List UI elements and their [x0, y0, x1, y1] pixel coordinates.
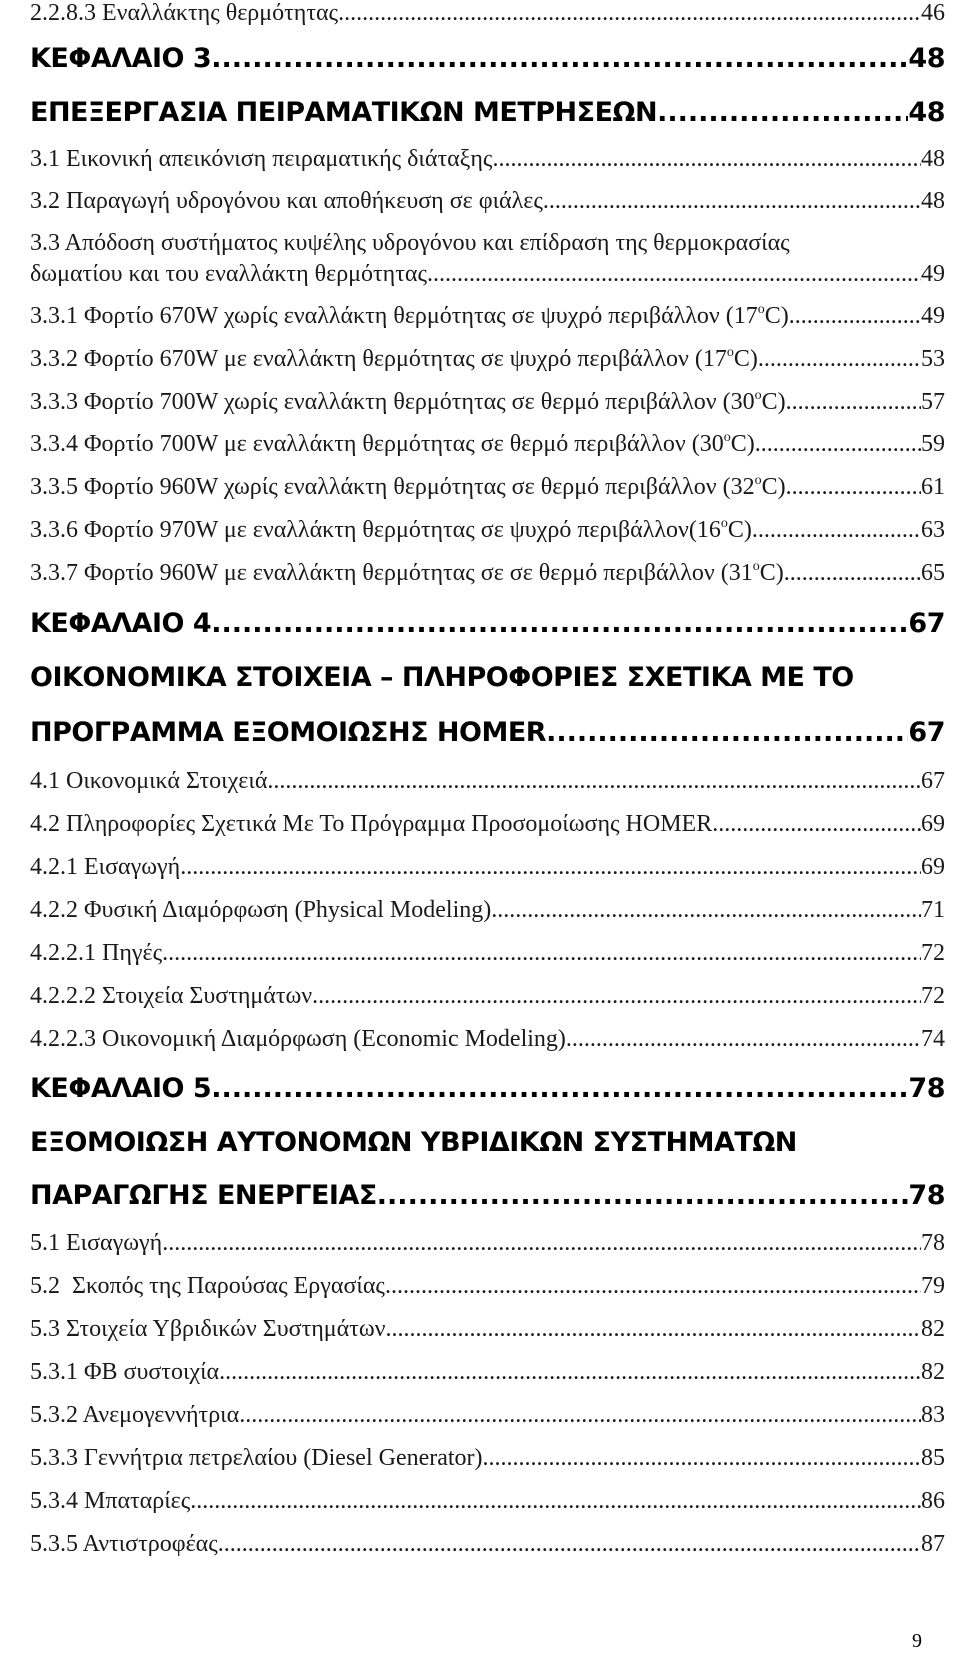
- degree-sup: ο: [754, 389, 762, 403]
- toc-entry[interactable]: [30, 1273, 945, 1300]
- toc-entry-title: 5.3.3 Γεννήτρια πετρελαίου (Diesel Generator): [30, 1445, 483, 1471]
- toc-entry-page: 83: [921, 1402, 945, 1428]
- leader-dots: [491, 897, 921, 924]
- toc-entry-title-end: C): [759, 560, 784, 586]
- leader-dots: [312, 983, 921, 1010]
- toc-entry[interactable]: [30, 188, 945, 215]
- leader-dots: [427, 261, 921, 288]
- chapter-page: 78: [908, 1073, 945, 1104]
- toc-entry-page: 67: [921, 768, 945, 794]
- toc-entry-title-end: C): [761, 474, 786, 500]
- toc-entry-page: 46: [921, 0, 945, 26]
- toc-entry-title: 3.3.1 Φορτίο 670W χωρίς εναλλάκτη θερμότητας σε ψυχρό περιβάλλον (17: [30, 303, 758, 329]
- toc-entry[interactable]: [30, 1230, 945, 1257]
- toc-entry-title: 5.3.2 Ανεμογεννήτρια: [30, 1402, 240, 1428]
- toc-entry[interactable]: [30, 389, 945, 416]
- toc-chapter-3-title[interactable]: [30, 97, 945, 128]
- toc-entry[interactable]: [30, 940, 945, 967]
- toc-entry-page: 69: [921, 811, 945, 837]
- chapter-label: ΚΕΦΑΛΑΙΟ 5: [30, 1073, 212, 1104]
- toc-entry-title: 5.3.1 ΦΒ συστοιχία: [30, 1359, 220, 1385]
- toc-entry[interactable]: [30, 261, 945, 288]
- toc-entry-title-end: C): [733, 346, 758, 372]
- toc-entry-page: 49: [921, 303, 945, 329]
- leader-dots: [784, 560, 921, 587]
- leader-dots: [492, 146, 921, 173]
- toc-entry-page: 49: [921, 261, 945, 287]
- leader-dots: [483, 1445, 921, 1472]
- toc-entry-page: 57: [921, 389, 945, 415]
- leader-dots: [546, 717, 908, 748]
- leader-dots: [657, 97, 908, 128]
- toc-entry-title: 4.1 Οικονομικά Στοιχειά: [30, 768, 268, 794]
- toc-entry[interactable]: [30, 1026, 945, 1053]
- leader-dots: [789, 303, 921, 330]
- degree-sup: ο: [754, 474, 762, 488]
- toc-entry-page: 72: [921, 940, 945, 966]
- toc-entry-title-end: C): [761, 389, 786, 415]
- leader-dots: [755, 431, 921, 458]
- leader-dots: [543, 188, 921, 215]
- toc-entry-title: 3.1 Εικονική απεικόνιση πειραματικής διάταξης: [30, 146, 493, 172]
- toc-entry[interactable]: [30, 1488, 945, 1515]
- toc-entry-page: 69: [921, 854, 945, 880]
- toc-entry-page: 72: [921, 983, 945, 1009]
- chapter-title: ΠΡΟΓΡΑΜΜΑ ΕΞΟΜΟΙΩΣΗΣ HOMER: [30, 717, 547, 748]
- toc-chapter-5-title[interactable]: [30, 1180, 945, 1211]
- toc-entry[interactable]: [30, 1531, 945, 1558]
- leader-dots: [162, 1230, 921, 1257]
- chapter-title-page: 67: [908, 717, 945, 748]
- toc-entry[interactable]: [30, 474, 945, 501]
- toc-entry[interactable]: [30, 0, 945, 27]
- toc-entry-page: 61: [921, 474, 945, 500]
- toc-entry-page: 63: [921, 517, 945, 543]
- leader-dots: [386, 1316, 922, 1343]
- toc-entry-title: 3.3.5 Φορτίο 960W χωρίς εναλλάκτη θερμότητας σε θερμό περιβάλλον (32: [30, 474, 755, 500]
- toc-entry[interactable]: [30, 346, 945, 373]
- toc-entry-title: 3.2 Παραγωγή υδρογόνου και αποθήκευση σε φιάλες: [30, 188, 543, 214]
- toc-entry-page: 53: [921, 346, 945, 372]
- toc-entry-page: 48: [921, 146, 945, 172]
- toc-entry-page: 86: [921, 1488, 945, 1514]
- toc-entry-page: 85: [921, 1445, 945, 1471]
- toc-entry-title: 4.2.2.3 Οικονομική Διαμόρφωση (Economic Modeling): [30, 1026, 566, 1052]
- leader-dots: [219, 1359, 921, 1386]
- toc-entry-title: 2.2.8.3 Εναλλάκτης θερμότητας: [30, 0, 339, 26]
- toc-entry-title: 3.3.3 Φορτίο 700W χωρίς εναλλάκτη θερμότητας σε θερμό περιβάλλον (30: [30, 389, 755, 415]
- toc-chapter-3[interactable]: [30, 43, 945, 74]
- toc-entry-title: 5.3 Στοιχεία Υβριδικών Συστημάτων: [30, 1316, 386, 1342]
- chapter-title-page: 78: [908, 1180, 945, 1211]
- degree-sup: ο: [723, 431, 731, 445]
- toc-entry[interactable]: [30, 1402, 945, 1429]
- chapter-page: 48: [908, 43, 945, 74]
- chapter-5-title-line1[interactable]: ΕΞΟΜΟΙΩΣΗ ΑΥΤΟΝΟΜΩΝ ΥΒΡΙΔΙΚΩΝ ΣΥΣΤΗΜΑΤΩΝ: [30, 1127, 797, 1158]
- toc-entry-title: δωματίου και του εναλλάκτη θερμότητας: [30, 261, 427, 287]
- leader-dots: [338, 0, 921, 27]
- toc-entry-title: 5.3.4 Μπαταρίες: [30, 1488, 191, 1514]
- leader-dots: [566, 1026, 921, 1053]
- toc-entry-title-line1[interactable]: 3.3 Απόδοση συστήματος κυψέλης υδρογόνου και επίδραση της θερμοκρασίας: [30, 230, 790, 256]
- leader-dots: [211, 43, 908, 74]
- toc-entry-title: 4.2.2 Φυσική Διαμόρφωση (Physical Modeling): [30, 897, 492, 923]
- toc-entry-page: 87: [921, 1531, 945, 1557]
- toc-entry-page: 59: [921, 431, 945, 457]
- chapter-title: ΠΑΡΑΓΩΓΗΣ ΕΝΕΡΓΕΙΑΣ: [30, 1180, 377, 1211]
- degree-sup: ο: [726, 346, 734, 360]
- toc-entry-title: 4.2 Πληροφορίες Σχετικά Με Το Πρόγραμμα Προσομοίωσης HOMER: [30, 811, 713, 837]
- leader-dots: [786, 389, 921, 416]
- toc-entry[interactable]: [30, 560, 945, 587]
- toc-entry-title-end: C): [727, 517, 752, 543]
- toc-entry[interactable]: [30, 146, 945, 173]
- page-number: 9: [912, 1630, 922, 1652]
- toc-entry-page: 79: [921, 1273, 945, 1299]
- leader-dots: [239, 1402, 921, 1429]
- leader-dots: [162, 940, 921, 967]
- leader-dots: [758, 346, 921, 373]
- toc-entry-title: 5.3.5 Αντιστροφέας: [30, 1531, 218, 1557]
- toc-chapter-4[interactable]: [30, 608, 945, 639]
- toc-entry-title-end: C): [764, 303, 789, 329]
- leader-dots: [786, 474, 921, 501]
- toc-entry[interactable]: [30, 1445, 945, 1472]
- toc-entry-title: 4.2.1 Εισαγωγή: [30, 854, 181, 880]
- toc-entry-page: 71: [921, 897, 945, 923]
- toc-entry-title-end: C): [730, 431, 755, 457]
- toc-entry-page: 74: [921, 1026, 945, 1052]
- toc-entry-title: 3.3.6 Φορτίο 970W με εναλλάκτη θερμότητας σε ψυχρό περιβάλλον(16: [30, 517, 721, 543]
- leader-dots: [267, 768, 921, 795]
- leader-dots: [218, 1531, 921, 1558]
- toc-entry-title: 5.1 Εισαγωγή: [30, 1230, 163, 1256]
- chapter-4-title-line1[interactable]: ΟΙΚΟΝΟΜΙΚΑ ΣΤΟΙΧΕΙΑ – ΠΛΗΡΟΦΟΡΙΕΣ ΣΧΕΤΙΚΑ ΜΕ ΤΟ: [30, 662, 854, 693]
- toc-chapter-5[interactable]: [30, 1073, 945, 1104]
- toc-entry-title: 3.3.4 Φορτίο 700W με εναλλάκτη θερμότητας σε θερμό περιβάλλον (30: [30, 431, 724, 457]
- toc-entry[interactable]: [30, 1316, 945, 1343]
- leader-dots: [211, 608, 908, 639]
- chapter-title: ΕΠΕΞΕΡΓΑΣΙΑ ΠΕΙΡΑΜΑΤΙΚΩΝ ΜΕΤΡΗΣΕΩΝ: [30, 97, 658, 128]
- leader-dots: [385, 1273, 921, 1300]
- chapter-title-page: 48: [908, 97, 945, 128]
- toc-entry-title: 3.3.2 Φορτίο 670W με εναλλάκτη θερμότητας σε ψυχρό περιβάλλον (17: [30, 346, 727, 372]
- toc-entry-page: 82: [921, 1359, 945, 1385]
- chapter-page: 67: [908, 608, 945, 639]
- toc-entry-title: 5.2 Σκοπός της Παρούσας Εργασίας: [30, 1273, 385, 1299]
- toc-entry-title: 3.3.7 Φορτίο 960W με εναλλάκτη θερμότητας σε σε θερμό περιβάλλον (31: [30, 560, 753, 586]
- chapter-label: ΚΕΦΑΛΑΙΟ 4: [30, 608, 212, 639]
- leader-dots: [752, 517, 921, 544]
- leader-dots: [211, 1073, 908, 1104]
- toc-entry-page: 82: [921, 1316, 945, 1342]
- toc-entry[interactable]: [30, 303, 945, 330]
- leader-dots: [180, 854, 921, 881]
- toc-entry[interactable]: [30, 517, 945, 544]
- toc-entry-page: 78: [921, 1230, 945, 1256]
- toc-entry-title: 4.2.2.2 Στοιχεία Συστημάτων: [30, 983, 313, 1009]
- leader-dots: [712, 811, 921, 838]
- toc-entry[interactable]: [30, 768, 945, 795]
- toc-entry-page: 48: [921, 188, 945, 214]
- leader-dots: [377, 1180, 909, 1211]
- degree-sup: ο: [720, 517, 728, 531]
- toc-entry-page: 65: [921, 560, 945, 586]
- toc-chapter-4-title[interactable]: [30, 717, 945, 748]
- toc-entry[interactable]: [30, 854, 945, 881]
- toc-entry[interactable]: [30, 983, 945, 1010]
- toc-entry-title: 4.2.2.1 Πηγές: [30, 940, 163, 966]
- chapter-label: ΚΕΦΑΛΑΙΟ 3: [30, 43, 212, 74]
- degree-sup: ο: [757, 303, 765, 317]
- leader-dots: [190, 1488, 921, 1515]
- toc-entry[interactable]: [30, 431, 945, 458]
- toc-entry[interactable]: [30, 1359, 945, 1386]
- toc-entry[interactable]: [30, 897, 945, 924]
- degree-sup: ο: [752, 560, 760, 574]
- toc-entry[interactable]: [30, 811, 945, 838]
